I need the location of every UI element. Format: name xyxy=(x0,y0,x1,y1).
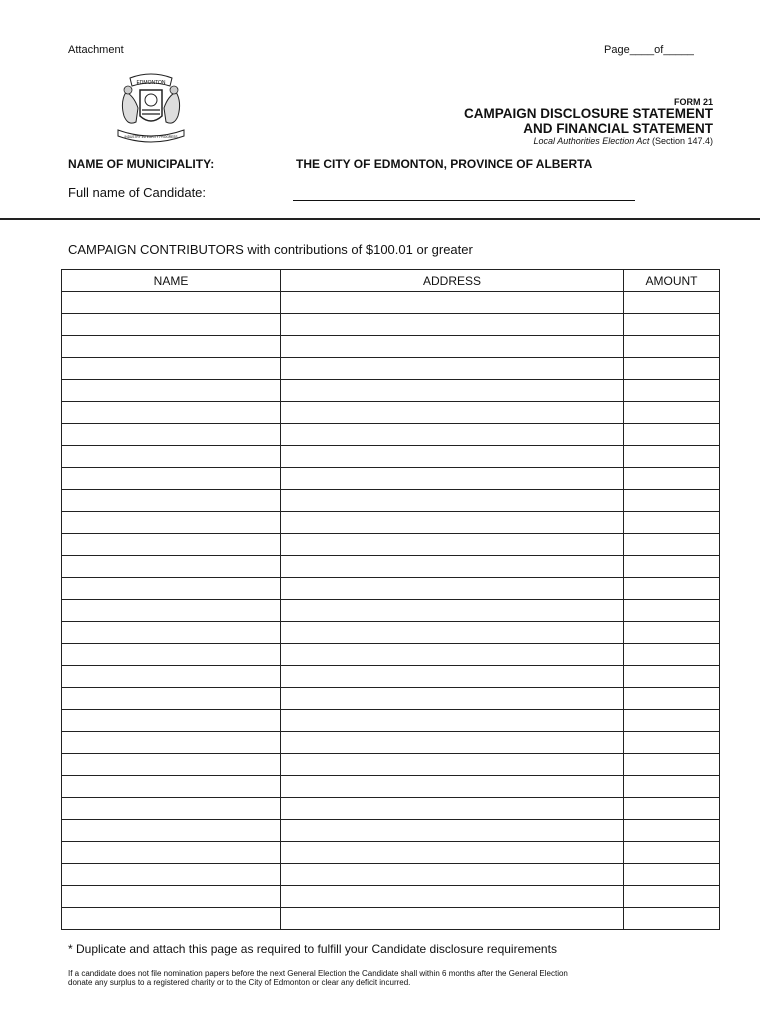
act-name: Local Authorities Election Act xyxy=(533,136,650,146)
duplicate-note: * Duplicate and attach this page as required to fulfill your Candidate disclosure requirements xyxy=(68,942,557,956)
name-cell[interactable] xyxy=(62,908,281,930)
municipality-value: THE CITY OF EDMONTON, PROVINCE OF ALBERTA xyxy=(296,157,593,171)
address-cell[interactable] xyxy=(281,512,624,534)
column-header-address: ADDRESS xyxy=(281,270,624,292)
name-cell[interactable] xyxy=(62,732,281,754)
table-row xyxy=(62,688,720,710)
contributors-table xyxy=(61,269,720,930)
name-cell[interactable] xyxy=(62,380,281,402)
amount-cell[interactable] xyxy=(624,292,720,314)
address-cell[interactable] xyxy=(281,732,624,754)
address-cell[interactable] xyxy=(281,622,624,644)
form-title-line2: AND FINANCIAL STATEMENT xyxy=(523,121,713,136)
table-row xyxy=(62,468,720,490)
name-cell[interactable] xyxy=(62,402,281,424)
crest-motto-bottom: INDUSTRY INTEGRITY PROGRESS xyxy=(124,135,178,139)
table-row xyxy=(62,512,720,534)
amount-cell[interactable] xyxy=(624,666,720,688)
crest-motto-top: EDMONTON xyxy=(136,80,166,86)
amount-cell[interactable] xyxy=(624,424,720,446)
amount-cell[interactable] xyxy=(624,798,720,820)
name-cell[interactable] xyxy=(62,776,281,798)
name-cell[interactable] xyxy=(62,710,281,732)
address-cell[interactable] xyxy=(281,534,624,556)
table-row xyxy=(62,534,720,556)
name-cell[interactable] xyxy=(62,512,281,534)
name-cell[interactable] xyxy=(62,666,281,688)
address-cell[interactable] xyxy=(281,578,624,600)
address-cell[interactable] xyxy=(281,490,624,512)
fine-print-line1: If a candidate does not file nomination papers before the next General Election the Candidate shall within 6 months after the General Election xyxy=(68,969,568,978)
address-cell[interactable] xyxy=(281,380,624,402)
table-row xyxy=(62,292,720,314)
address-cell[interactable] xyxy=(281,842,624,864)
name-cell[interactable] xyxy=(62,644,281,666)
amount-cell[interactable] xyxy=(624,336,720,358)
name-cell[interactable] xyxy=(62,292,281,314)
address-cell[interactable] xyxy=(281,798,624,820)
table-row xyxy=(62,908,720,930)
name-cell[interactable] xyxy=(62,314,281,336)
name-cell[interactable] xyxy=(62,490,281,512)
municipality-label: NAME OF MUNICIPALITY: xyxy=(68,157,215,171)
amount-cell[interactable] xyxy=(624,534,720,556)
candidate-name-label: Full name of Candidate: xyxy=(68,185,207,200)
table-row xyxy=(62,732,720,754)
amount-cell[interactable] xyxy=(624,490,720,512)
name-cell[interactable] xyxy=(62,424,281,446)
amount-cell[interactable] xyxy=(624,468,720,490)
table-row xyxy=(62,820,720,842)
name-cell[interactable] xyxy=(62,358,281,380)
amount-cell[interactable] xyxy=(624,512,720,534)
table-row xyxy=(62,622,720,644)
table-row xyxy=(62,710,720,732)
column-header-name: NAME xyxy=(62,270,281,292)
name-cell[interactable] xyxy=(62,446,281,468)
address-cell[interactable] xyxy=(281,600,624,622)
table-row xyxy=(62,754,720,776)
name-cell[interactable] xyxy=(62,600,281,622)
address-cell[interactable] xyxy=(281,754,624,776)
name-cell[interactable] xyxy=(62,578,281,600)
name-cell[interactable] xyxy=(62,886,281,908)
amount-cell[interactable] xyxy=(624,688,720,710)
column-header-amount: AMOUNT xyxy=(624,270,720,292)
table-row xyxy=(62,600,720,622)
amount-cell[interactable] xyxy=(624,886,720,908)
address-cell[interactable] xyxy=(281,468,624,490)
act-section: (Section 147.4) xyxy=(651,136,713,146)
address-cell[interactable] xyxy=(281,336,624,358)
amount-cell[interactable] xyxy=(624,314,720,336)
table-row xyxy=(62,380,720,402)
table-row xyxy=(62,402,720,424)
amount-cell[interactable] xyxy=(624,358,720,380)
page-of-field: Page____of_____ xyxy=(604,44,694,56)
table-row xyxy=(62,886,720,908)
name-cell[interactable] xyxy=(62,336,281,358)
table-row xyxy=(62,842,720,864)
table-row xyxy=(62,490,720,512)
name-cell[interactable] xyxy=(62,622,281,644)
amount-cell[interactable] xyxy=(624,732,720,754)
amount-cell[interactable] xyxy=(624,864,720,886)
table-header-row xyxy=(62,270,720,292)
amount-cell[interactable] xyxy=(624,622,720,644)
table-row xyxy=(62,798,720,820)
amount-cell[interactable] xyxy=(624,380,720,402)
table-row xyxy=(62,424,720,446)
section-divider xyxy=(0,218,760,220)
amount-cell[interactable] xyxy=(624,710,720,732)
address-cell[interactable] xyxy=(281,358,624,380)
table-row xyxy=(62,358,720,380)
amount-cell[interactable] xyxy=(624,754,720,776)
address-cell[interactable] xyxy=(281,820,624,842)
name-cell[interactable] xyxy=(62,534,281,556)
name-cell[interactable] xyxy=(62,864,281,886)
name-cell[interactable] xyxy=(62,820,281,842)
address-cell[interactable] xyxy=(281,556,624,578)
table-row xyxy=(62,314,720,336)
amount-cell[interactable] xyxy=(624,402,720,424)
table-row xyxy=(62,644,720,666)
address-cell[interactable] xyxy=(281,864,624,886)
amount-cell[interactable] xyxy=(624,644,720,666)
city-crest-logo xyxy=(108,72,194,148)
table-row xyxy=(62,446,720,468)
amount-cell[interactable] xyxy=(624,908,720,930)
form-title-line1: CAMPAIGN DISCLOSURE STATEMENT xyxy=(464,106,713,121)
table-row xyxy=(62,776,720,798)
address-cell[interactable] xyxy=(281,424,624,446)
address-cell[interactable] xyxy=(281,776,624,798)
contributors-heading: CAMPAIGN CONTRIBUTORS with contributions of $100.01 or greater xyxy=(68,242,473,257)
address-cell[interactable] xyxy=(281,446,624,468)
table-row xyxy=(62,556,720,578)
amount-cell[interactable] xyxy=(624,600,720,622)
name-cell[interactable] xyxy=(62,556,281,578)
address-cell[interactable] xyxy=(281,292,624,314)
name-cell[interactable] xyxy=(62,468,281,490)
amount-cell[interactable] xyxy=(624,446,720,468)
attachment-label: Attachment xyxy=(68,44,124,56)
fine-print-line2: donate any surplus to a registered charity or to the City of Edmonton or clear any deficit incurred. xyxy=(68,978,411,987)
amount-cell[interactable] xyxy=(624,776,720,798)
name-cell[interactable] xyxy=(62,688,281,710)
amount-cell[interactable] xyxy=(624,578,720,600)
name-cell[interactable] xyxy=(62,842,281,864)
name-cell[interactable] xyxy=(62,798,281,820)
table-row xyxy=(62,666,720,688)
address-cell[interactable] xyxy=(281,314,624,336)
address-cell[interactable] xyxy=(281,666,624,688)
table-row xyxy=(62,864,720,886)
candidate-name-field[interactable] xyxy=(293,200,635,201)
table-row xyxy=(62,578,720,600)
address-cell[interactable] xyxy=(281,644,624,666)
amount-cell[interactable] xyxy=(624,556,720,578)
name-cell[interactable] xyxy=(62,754,281,776)
act-reference xyxy=(534,136,713,146)
address-cell[interactable] xyxy=(281,402,624,424)
table-row xyxy=(62,336,720,358)
amount-cell[interactable] xyxy=(624,842,720,864)
address-cell[interactable] xyxy=(281,908,624,930)
address-cell[interactable] xyxy=(281,710,624,732)
address-cell[interactable] xyxy=(281,886,624,908)
amount-cell[interactable] xyxy=(624,820,720,842)
address-cell[interactable] xyxy=(281,688,624,710)
form-number: FORM 21 xyxy=(673,97,713,107)
